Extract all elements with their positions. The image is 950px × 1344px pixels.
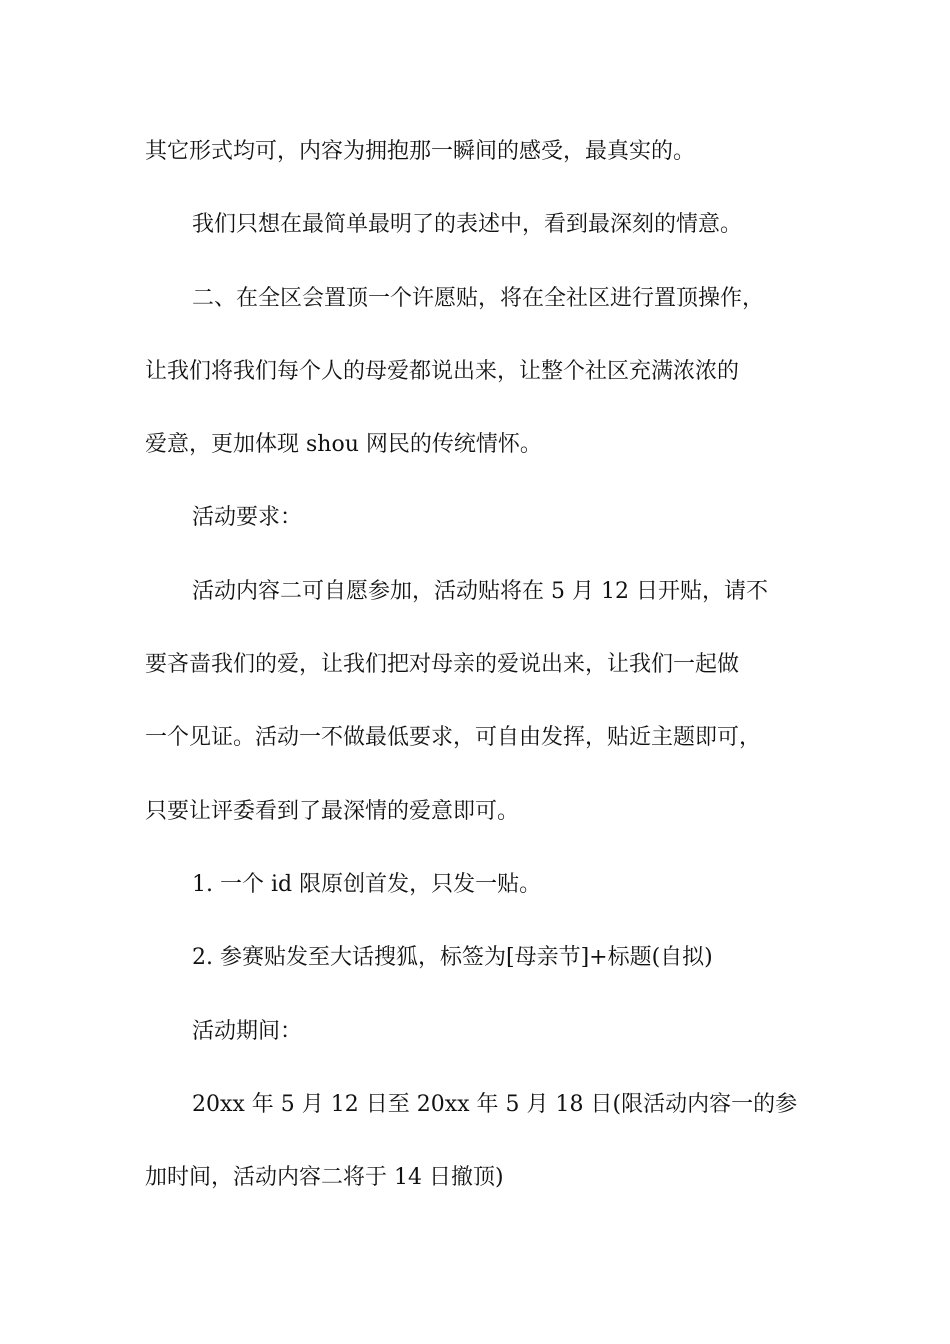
- text-line: 其它形式均可，内容为拥抱那一瞬间的感受，最真实的。: [145, 139, 696, 164]
- text-line: 20xx 年 5 月 12 日至 20xx 年 5 月 18 日(限活动内容一的参: [192, 1091, 798, 1117]
- text-line: 只要让评委看到了最深情的爱意即可。: [145, 798, 520, 824]
- text-line: 二、在全区会置顶一个许愿贴，将在全社区进行置顶操作，: [192, 285, 765, 311]
- document-body: [145, 128, 835, 1227]
- list-item: 1. 一个 id 限原创首发，只发一贴。: [192, 871, 542, 897]
- text-line: 活动内容二可自愿参加，活动贴将在 5 月 12 日开贴，请不: [192, 578, 768, 604]
- section-heading: 活动期间：: [192, 1018, 303, 1044]
- text-line: 加时间，活动内容二将于 14 日撤顶): [145, 1165, 504, 1191]
- text-line: 爱意，更加体现 shou 网民的传统情怀。: [145, 432, 542, 458]
- section-heading: 活动要求：: [192, 505, 303, 531]
- text-line: 要吝啬我们的爱，让我们把对母亲的爱说出来，让我们一起做: [145, 652, 740, 678]
- text-line: 我们只想在最简单最明了的表述中，看到最深刻的情意。: [192, 212, 743, 238]
- text-line: 让我们将我们每个人的母爱都说出来，让整个社区充满浓浓的: [145, 358, 740, 384]
- text-line: 一个见证。活动一不做最低要求，可自由发挥，贴近主题即可，: [145, 725, 762, 751]
- list-item: 2. 参赛贴发至大话搜狐，标签为[母亲节]+标题(自拟): [192, 945, 713, 971]
